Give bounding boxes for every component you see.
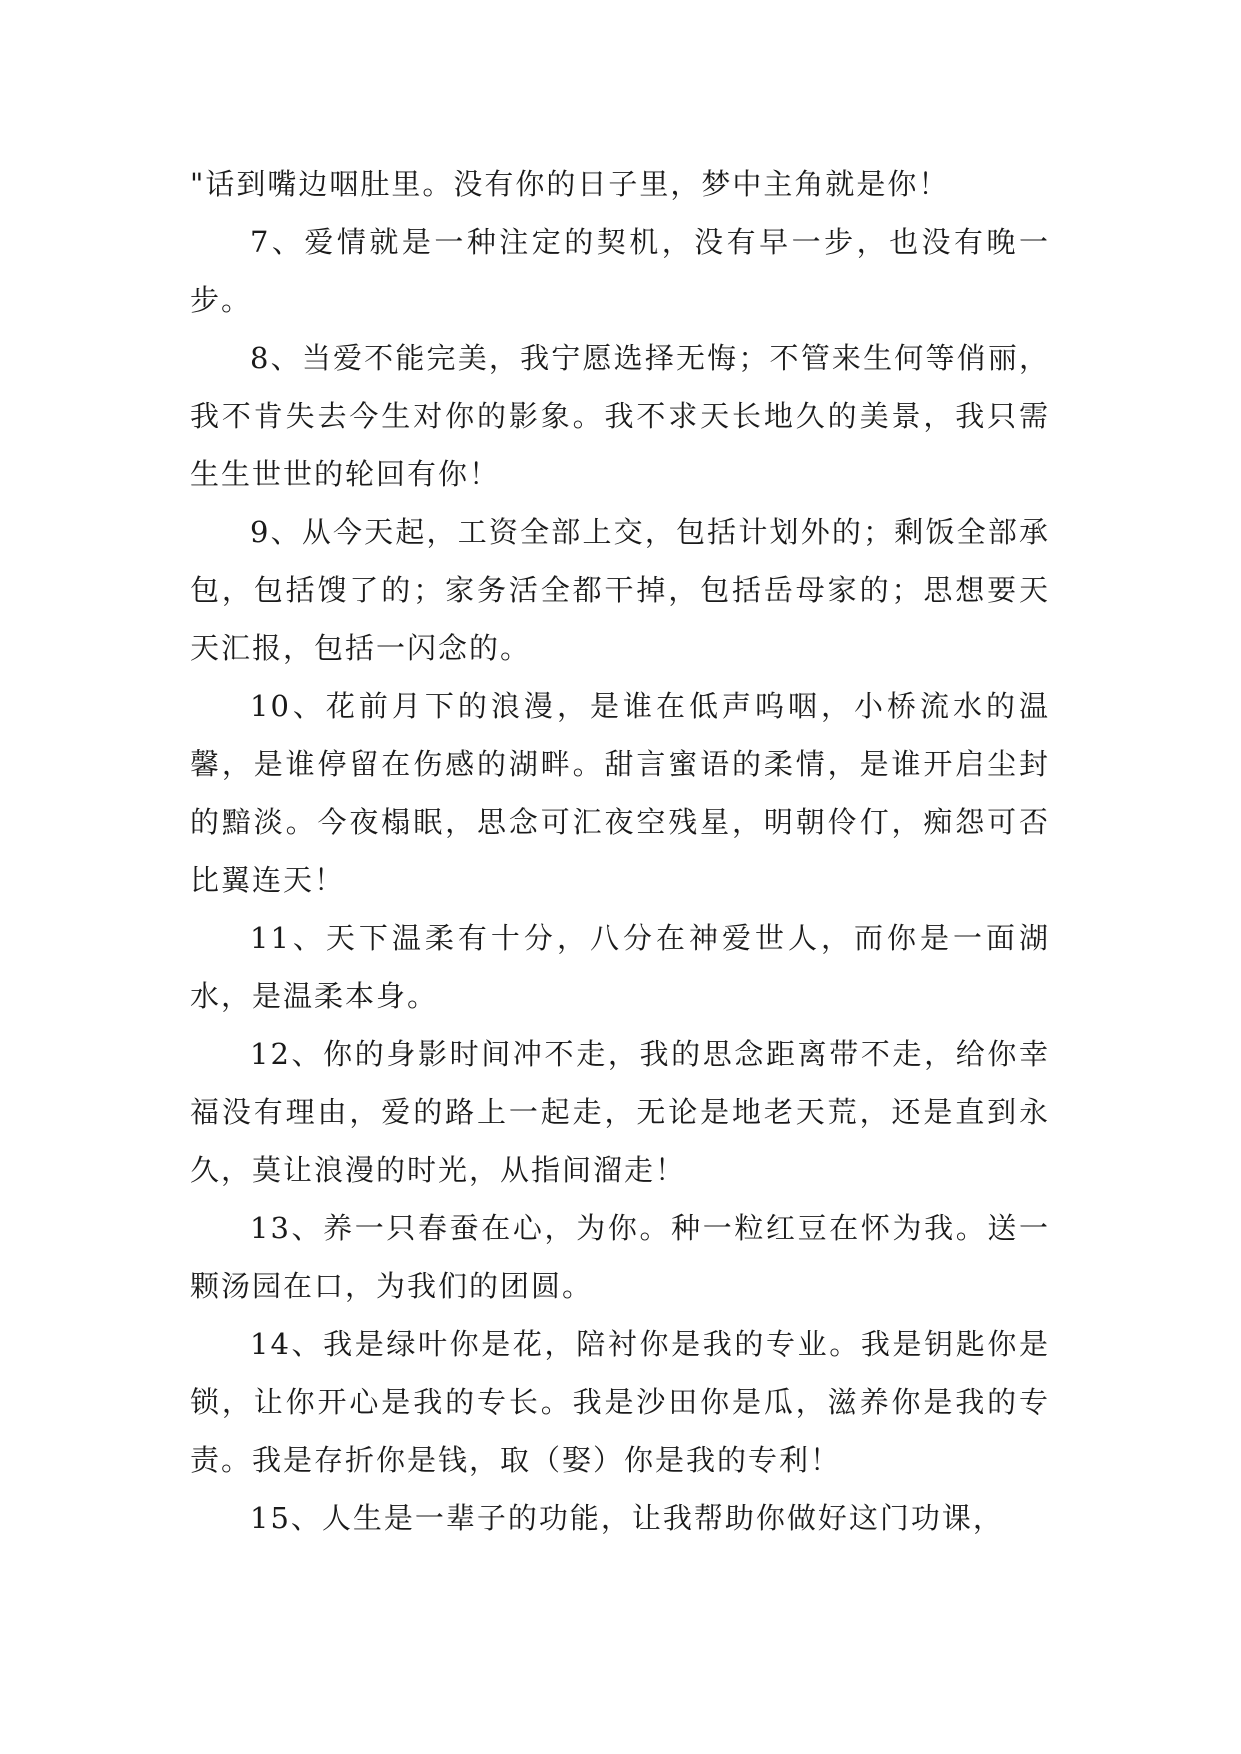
paragraph-item-12: 12、你的身影时间冲不走，我的思念距离带不走，给你幸福没有理由，爱的路上一起走，无论是地老天荒，还是直到永久，莫让浪漫的时光，从指间溜走！	[190, 1037, 1050, 1187]
paragraph-item-13: 13、养一只春蚕在心，为你。种一粒红豆在怀为我。送一颗汤园在口，为我们的团圆。	[190, 1211, 1050, 1303]
paragraph-item-10: 10、花前月下的浪漫，是谁在低声呜咽，小桥流水的温馨，是谁停留在伤感的湖畔。甜言蜜语的柔情，是谁开启尘封的黯淡。今夜榻眠，思念可汇夜空残星，明朝伶仃，痴怨可否比翼连天！	[190, 689, 1050, 897]
paragraph-item-9: 9、从今天起，工资全部上交，包括计划外的；剩饭全部承包，包括馊了的；家务活全都干掉，包括岳母家的；思想要天天汇报，包括一闪念的。	[190, 515, 1050, 665]
paragraph-continuation: "话到嘴边咽肚里。没有你的日子里，梦中主角就是你！	[190, 167, 950, 201]
document-body	[190, 155, 1050, 1547]
paragraph-item-14: 14、我是绿叶你是花，陪衬你是我的专业。我是钥匙你是锁，让你开心是我的专长。我是沙田你是瓜，滋养你是我的专责。我是存折你是钱，取（娶）你是我的专利！	[190, 1327, 1050, 1477]
paragraph-item-11: 11、天下温柔有十分，八分在神爱世人，而你是一面湖水，是温柔本身。	[190, 921, 1050, 1013]
paragraph-item-7: 7、爱情就是一种注定的契机，没有早一步，也没有晚一步。	[190, 225, 1050, 317]
paragraph-item-8: 8、当爱不能完美，我宁愿选择无悔；不管来生何等俏丽，我不肯失去今生对你的影象。我不求天长地久的美景，我只需生生世世的轮回有你！	[190, 341, 1050, 491]
paragraph-item-15: 15、人生是一辈子的功能，让我帮助你做好这门功课，	[250, 1501, 1004, 1535]
